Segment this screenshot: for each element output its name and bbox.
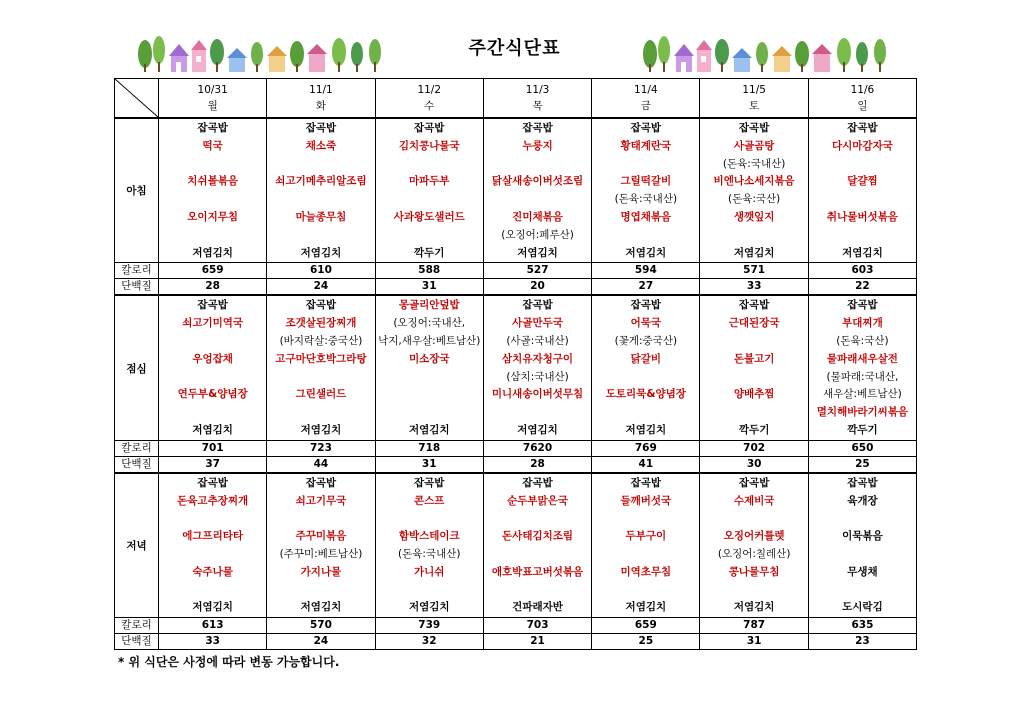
menu-item	[376, 156, 483, 174]
menu-item: 순두부맑은국	[507, 494, 568, 507]
menu-item: 저염김치	[300, 601, 342, 614]
day-weekday: 목	[532, 100, 543, 112]
menu-item: 저염김치	[625, 601, 667, 614]
menu-item: (돈육:국산)	[727, 193, 781, 206]
menu-item: 마파두부	[408, 175, 450, 188]
menu-item: 잡곡밥	[630, 299, 662, 312]
menu-item	[809, 546, 916, 564]
menu-item: 생깻잎지	[733, 210, 775, 223]
menu-item: 돈불고기	[733, 352, 775, 365]
menu-item: 저염김치	[192, 246, 233, 259]
menu-cell	[808, 473, 916, 618]
calorie-value: 7620	[483, 440, 591, 456]
menu-item: 새우살:베트남산)	[823, 388, 902, 401]
day-date: 10/31	[197, 84, 228, 96]
day-date: 11/6	[850, 84, 875, 96]
menu-item: 근대된장국	[728, 317, 780, 330]
protein-value: 31	[375, 279, 483, 296]
menu-item: 함박스테이크	[398, 530, 460, 543]
meal-row	[115, 118, 917, 263]
day-weekday: 금	[640, 100, 651, 112]
menu-item: 수제비국	[733, 494, 775, 507]
menu-item: 저염김치	[842, 246, 883, 259]
menu-item: 잡곡밥	[197, 122, 228, 134]
protein-value: 28	[483, 456, 591, 473]
menu-item: 우엉잡채	[192, 352, 233, 365]
menu-item: 잡곡밥	[305, 476, 337, 489]
day-header	[592, 79, 700, 119]
protein-value: 25	[592, 634, 700, 650]
menu-item	[159, 546, 266, 564]
meal-label: 점심	[115, 295, 159, 440]
menu-item	[484, 546, 591, 564]
menu-item: 저염김치	[300, 246, 342, 259]
day-header	[375, 79, 483, 119]
menu-cell	[592, 473, 700, 618]
menu-item: 저염김치	[517, 246, 558, 259]
menu-item: (물파래:국내산,	[826, 370, 899, 383]
menu-item: 무생채	[847, 565, 878, 578]
menu-item	[376, 404, 483, 422]
menu-item: 그린샐러드	[295, 388, 347, 401]
menu-item: 저염김치	[408, 423, 450, 436]
menu-item: 쇠고기미역국	[182, 317, 244, 330]
menu-item: 주꾸미볶음	[295, 530, 347, 543]
menu-item: (바지락살:중국산)	[279, 334, 363, 347]
calorie-value: 701	[159, 440, 267, 456]
protein-row	[115, 279, 917, 296]
corner-cell	[115, 79, 159, 119]
day-date: 11/5	[742, 84, 766, 96]
day-header	[808, 79, 916, 119]
menu-item: 쇠고기무국	[295, 494, 347, 507]
menu-item	[267, 404, 374, 422]
menu-item: 채소죽	[305, 139, 337, 152]
meal-label: 아침	[115, 118, 159, 263]
menu-cell	[483, 473, 591, 618]
menu-item: (오징어:페루산)	[501, 228, 574, 241]
day-date: 11/2	[417, 84, 442, 96]
menu-cell	[700, 295, 808, 440]
menu-item: 잡곡밥	[630, 122, 662, 134]
menu-item: 깍두기	[738, 423, 770, 436]
menu-item	[592, 404, 699, 422]
menu-item: 저염김치	[625, 246, 667, 259]
menu-cell	[375, 118, 483, 263]
menu-item	[159, 369, 266, 387]
menu-item: 달걀찜	[847, 175, 878, 188]
menu-item: 그릴떡갈비	[620, 175, 672, 188]
menu-item: 닭갈비	[630, 352, 662, 365]
menu-item	[267, 227, 374, 245]
menu-item: 멸치해바라기씨볶음	[816, 406, 909, 419]
menu-item	[159, 510, 266, 528]
menu-item: 오징어커틀렛	[723, 530, 785, 543]
menu-item	[484, 156, 591, 174]
menu-item	[592, 546, 699, 564]
menu-item: 깍두기	[414, 246, 445, 259]
menu-item	[484, 582, 591, 600]
protein-label: 단백질	[115, 456, 159, 473]
calorie-value: 588	[375, 263, 483, 279]
day-date: 11/3	[525, 84, 550, 96]
menu-item: 진미채볶음	[512, 210, 563, 223]
menu-item: 미역초무침	[620, 565, 672, 578]
menu-item	[376, 191, 483, 209]
menu-item: (돈육:국내산)	[398, 547, 461, 560]
menu-item: 잡곡밥	[738, 476, 770, 489]
protein-value: 32	[375, 634, 483, 650]
menu-item	[159, 333, 266, 351]
menu-item: 저염김치	[192, 423, 233, 436]
day-weekday: 수	[424, 100, 435, 112]
calorie-row	[115, 263, 917, 279]
menu-item	[267, 156, 374, 174]
menu-item: 콩나물무침	[728, 565, 780, 578]
menu-item	[592, 227, 699, 245]
menu-item	[484, 510, 591, 528]
menu-item: 떡국	[202, 139, 223, 152]
menu-item	[809, 510, 916, 528]
calorie-value: 739	[375, 618, 483, 634]
menu-item: 잡곡밥	[522, 299, 553, 312]
menu-item: 들깨버섯국	[620, 494, 672, 507]
menu-item	[159, 404, 266, 422]
menu-item: (오징어:칠레산)	[717, 547, 791, 560]
menu-item: 돈사태김치조림	[502, 530, 574, 543]
menu-item: 물파래새우살전	[826, 352, 898, 365]
menu-item: 가니쉬	[414, 565, 445, 578]
menu-item: (꽃게:중국산)	[614, 334, 678, 347]
menu-cell	[483, 295, 591, 440]
menu-item: 비엔나소세지볶음	[713, 175, 795, 188]
menu-item	[592, 582, 699, 600]
menu-item: 잡곡밥	[197, 476, 228, 489]
protein-value: 22	[808, 279, 916, 296]
menu-item: 잡곡밥	[847, 122, 878, 134]
menu-item	[376, 386, 483, 404]
menu-item: 낙지,새우살:베트남산)	[378, 334, 481, 347]
calorie-value: 703	[483, 618, 591, 634]
day-header	[159, 79, 267, 119]
menu-cell	[700, 118, 808, 263]
menu-item	[809, 156, 916, 174]
protein-value: 21	[483, 634, 591, 650]
menu-item	[376, 582, 483, 600]
header-row	[115, 79, 917, 119]
menu-item: 저염김치	[625, 423, 667, 436]
menu-cell	[808, 118, 916, 263]
calorie-value: 570	[267, 618, 375, 634]
menu-item: (돈육:국내산)	[614, 193, 678, 206]
menu-item: 잡곡밥	[847, 476, 878, 489]
day-header	[267, 79, 375, 119]
menu-item: 사과왕도샐러드	[393, 210, 465, 223]
menu-item: (주꾸미:베트남산)	[279, 547, 363, 560]
calorie-value: 650	[808, 440, 916, 456]
menu-item	[376, 510, 483, 528]
menu-item	[700, 333, 807, 351]
calorie-label: 칼로리	[115, 263, 159, 279]
menu-item: 김치콩나물국	[398, 139, 460, 152]
protein-value: 37	[159, 456, 267, 473]
day-header	[483, 79, 591, 119]
menu-item: 애호박표고버섯볶음	[491, 565, 584, 578]
calorie-value: 723	[267, 440, 375, 456]
menu-cell	[592, 295, 700, 440]
menu-item: 삼치유자청구이	[502, 352, 574, 365]
menu-item: 도시락김	[842, 601, 883, 614]
calorie-value: 603	[808, 263, 916, 279]
menu-item	[159, 191, 266, 209]
protein-value: 41	[592, 456, 700, 473]
calorie-value: 571	[700, 263, 808, 279]
protein-value: 28	[159, 279, 267, 296]
calorie-value: 787	[700, 618, 808, 634]
menu-item	[267, 191, 374, 209]
calorie-value: 769	[592, 440, 700, 456]
protein-value: 24	[267, 279, 375, 296]
menu-item: 누룽지	[522, 139, 553, 152]
menu-item	[592, 156, 699, 174]
menu-cell	[159, 473, 267, 618]
protein-value: 24	[267, 634, 375, 650]
menu-item: 에그프리타타	[182, 530, 244, 543]
menu-item: (삼치:국내산)	[506, 370, 569, 383]
calorie-label: 칼로리	[115, 440, 159, 456]
menu-item: 마늘종무침	[295, 210, 347, 223]
menu-item	[700, 404, 807, 422]
menu-item: 사골곰탕	[733, 139, 775, 152]
day-weekday: 화	[315, 100, 327, 112]
protein-value: 31	[700, 634, 808, 650]
menu-cell	[159, 118, 267, 263]
menu-item: 저염김치	[192, 601, 233, 614]
day-date: 11/1	[309, 84, 333, 96]
calorie-row	[115, 440, 917, 456]
menu-cell	[159, 295, 267, 440]
menu-item	[700, 369, 807, 387]
protein-value: 31	[375, 456, 483, 473]
calorie-value: 610	[267, 263, 375, 279]
menu-cell	[267, 473, 375, 618]
menu-item: 미소장국	[408, 352, 450, 365]
menu-item: 가지나물	[300, 565, 342, 578]
menu-item: 사골만두국	[512, 317, 563, 330]
protein-value: 33	[700, 279, 808, 296]
meal-label: 저녁	[115, 473, 159, 618]
menu-item: 잡곡밥	[522, 476, 553, 489]
menu-item: 다시마감자국	[832, 139, 893, 152]
menu-item	[700, 582, 807, 600]
day-date: 11/4	[634, 84, 658, 96]
menu-item: 부대찌개	[842, 317, 883, 330]
protein-value: 25	[808, 456, 916, 473]
menu-item	[484, 191, 591, 209]
menu-item	[159, 156, 266, 174]
menu-item: 도토리묵&양념장	[605, 388, 686, 401]
calorie-value: 659	[159, 263, 267, 279]
menu-item: 연두부&양념장	[177, 388, 248, 401]
menu-item: 숙주나물	[192, 565, 233, 578]
menu-item: 잡곡밥	[738, 299, 770, 312]
menu-item: 콘스프	[414, 494, 445, 507]
protein-value: 33	[159, 634, 267, 650]
menu-item: 저염김치	[733, 601, 775, 614]
protein-row	[115, 456, 917, 473]
menu-cell	[483, 118, 591, 263]
footnote: * 위 식단은 사정에 따라 변동 가능합니다.	[118, 655, 340, 669]
calorie-value: 718	[375, 440, 483, 456]
menu-item: 조갯살된장찌개	[285, 317, 357, 330]
menu-cell	[375, 295, 483, 440]
menu-item: 잡곡밥	[414, 122, 445, 134]
menu-item: 치쉬볼볶음	[187, 175, 238, 188]
menu-item: 잡곡밥	[630, 476, 662, 489]
menu-cell	[808, 295, 916, 440]
menu-item	[159, 582, 266, 600]
menu-item: (돈육:국내산)	[722, 157, 786, 170]
menu-item: 건파래자반	[512, 601, 563, 614]
calorie-row	[115, 618, 917, 634]
menu-item: 몽골리안덮밥	[398, 299, 460, 312]
calorie-value: 527	[483, 263, 591, 279]
menu-item: 잡곡밥	[414, 476, 445, 489]
menu-item	[700, 227, 807, 245]
menu-item: 두부구이	[625, 530, 667, 543]
menu-item	[484, 404, 591, 422]
menu-item	[592, 510, 699, 528]
menu-cell	[267, 118, 375, 263]
page-title: 주간식단표	[468, 38, 561, 59]
meal-row	[115, 295, 917, 440]
menu-item	[592, 369, 699, 387]
protein-value: 20	[483, 279, 591, 296]
menu-item: 이묵볶음	[842, 530, 883, 543]
village-decoration-left	[135, 36, 385, 76]
village-decoration-right	[640, 36, 890, 76]
menu-item: 저염김치	[300, 423, 342, 436]
menu-item: 돈육고추장찌개	[177, 494, 249, 507]
weekly-menu-table	[114, 78, 917, 650]
menu-cell	[267, 295, 375, 440]
menu-item	[700, 510, 807, 528]
menu-item: 닭살새송이버섯조림	[491, 175, 584, 188]
day-weekday: 일	[857, 100, 868, 112]
calorie-value: 659	[592, 618, 700, 634]
menu-item: 저염김치	[408, 601, 450, 614]
calorie-value: 635	[808, 618, 916, 634]
menu-item: 잡곡밥	[738, 122, 770, 134]
protein-value: 30	[700, 456, 808, 473]
day-header	[700, 79, 808, 119]
menu-item	[809, 582, 916, 600]
day-weekday: 월	[207, 100, 218, 112]
protein-value: 27	[592, 279, 700, 296]
menu-item: 잡곡밥	[522, 122, 553, 134]
menu-item: 어묵국	[630, 317, 662, 330]
menu-item	[376, 369, 483, 387]
menu-item: (오징어:국내산,	[393, 317, 466, 330]
protein-value: 44	[267, 456, 375, 473]
menu-item	[159, 227, 266, 245]
protein-label: 단백질	[115, 279, 159, 296]
menu-item: 미니새송이버섯무침	[491, 388, 584, 401]
menu-cell	[375, 473, 483, 618]
menu-item: 잡곡밥	[305, 299, 337, 312]
menu-item	[809, 191, 916, 209]
menu-item	[267, 510, 374, 528]
menu-item: 저염김치	[517, 423, 558, 436]
menu-item: 취나물버섯볶음	[826, 210, 898, 223]
menu-item	[376, 227, 483, 245]
calorie-value: 702	[700, 440, 808, 456]
menu-item: 잡곡밥	[305, 122, 337, 134]
menu-item: (돈육:국산)	[836, 334, 889, 347]
menu-item: 명엽채볶음	[620, 210, 672, 223]
menu-item: 고구마단호박그라탕	[275, 352, 367, 365]
menu-item	[809, 227, 916, 245]
protein-value: 23	[808, 634, 916, 650]
menu-item: 깍두기	[847, 423, 878, 436]
menu-item	[267, 369, 374, 387]
day-weekday: 토	[749, 100, 760, 112]
menu-item: 황태계란국	[620, 139, 672, 152]
menu-cell	[592, 118, 700, 263]
calorie-label: 칼로리	[115, 618, 159, 634]
menu-item: 육개장	[847, 494, 878, 507]
menu-item: 잡곡밥	[197, 299, 228, 312]
calorie-value: 594	[592, 263, 700, 279]
menu-item: 오이지무침	[187, 210, 238, 223]
menu-item: (사골:국내산)	[506, 334, 569, 347]
menu-item	[267, 582, 374, 600]
menu-item: 저염김치	[733, 246, 775, 259]
protein-row	[115, 634, 917, 650]
meal-row	[115, 473, 917, 618]
menu-item: 잡곡밥	[847, 299, 878, 312]
menu-item: 양배추찜	[733, 388, 775, 401]
protein-label: 단백질	[115, 634, 159, 650]
menu-cell	[700, 473, 808, 618]
calorie-value: 613	[159, 618, 267, 634]
menu-item: 쇠고기메추리알조림	[275, 175, 367, 188]
